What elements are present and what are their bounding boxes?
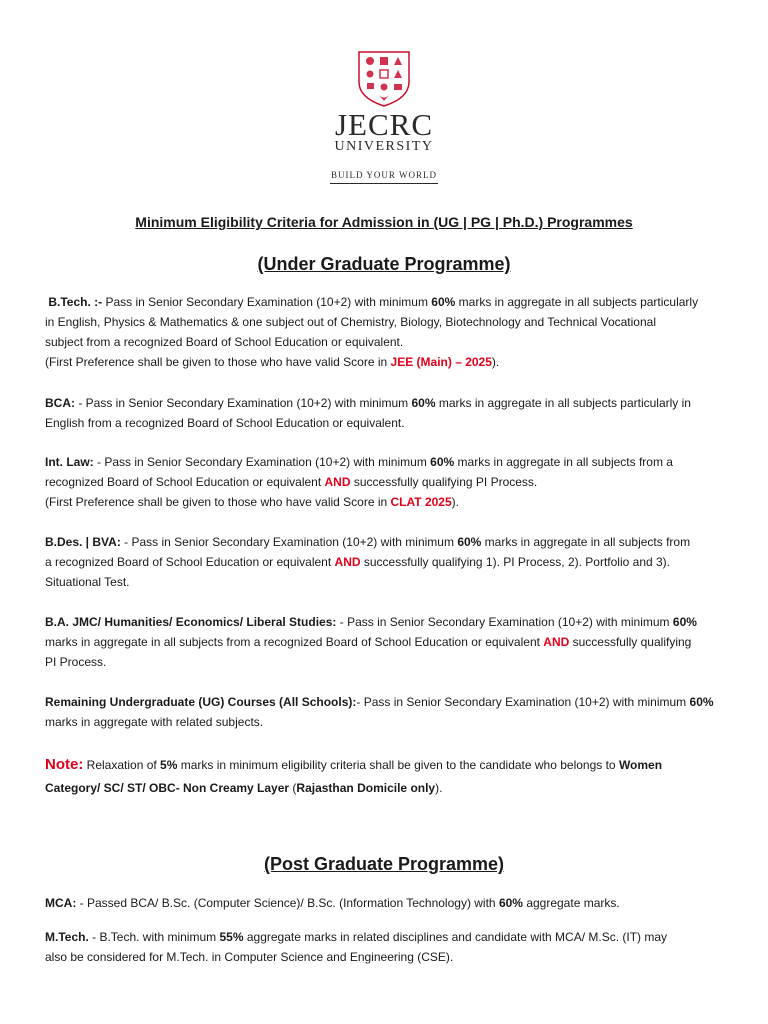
intlaw-line-1: Int. Law: - Pass in Senior Secondary Examination (10+2) with minimum 60% marks in aggregate in all subjects from a [45, 455, 673, 469]
ba-label: B.A. JMC/ Humanities/ Economics/ Liberal Studies: [45, 615, 337, 629]
btech-line-2: in English, Physics & Mathematics & one subject out of Chemistry, Biology, Biotechnology and Technical Vocational [45, 315, 656, 329]
btech-criteria [45, 292, 730, 372]
document-title: Minimum Eligibility Criteria for Admission in (UG | PG | Ph.D.) Programmes [135, 214, 633, 230]
mca-line-1: MCA: - Passed BCA/ B.Sc. (Computer Science)/ B.Sc. (Information Technology) with 60% aggregate marks. [45, 896, 620, 910]
btech-line-3: subject from a recognized Board of School Education or equivalent. [45, 335, 404, 349]
remaining-line-1: Remaining Undergraduate (UG) Courses (All Schools):- Pass in Senior Secondary Examination (10+2) with minimum 60% [45, 695, 714, 709]
mca-label: MCA: [45, 896, 77, 910]
pg-section-heading: (Post Graduate Programme) [263, 854, 505, 874]
intlaw-exam: CLAT 2025 [390, 495, 452, 509]
note-line-2: Category/ SC/ ST/ OBC- Non Creamy Layer (Rajasthan Domicile only). [45, 781, 443, 795]
bdes-line-2: a recognized Board of School Education or equivalent AND successfully qualifying 1). PI Process, 2). Portfolio and 3). [45, 555, 670, 569]
mtech-line-1: M.Tech. - B.Tech. with minimum 55% aggregate marks in related disciplines and candidate with MCA/ M.Sc. (IT) may [45, 930, 668, 944]
bca-criteria [45, 393, 730, 433]
mca-criteria [45, 893, 730, 913]
btech-exam: JEE (Main) – 2025 [390, 355, 492, 369]
ba-line-2: marks in aggregate in all subjects from a recognized Board of School Education or equivalent AND successfully qualifying [45, 635, 692, 649]
bca-line-1: BCA: - Pass in Senior Secondary Examination (10+2) with minimum 60% marks in aggregate in all subjects particularly in [45, 396, 691, 410]
tagline-underline [330, 183, 438, 184]
ug-section-heading: (Under Graduate Programme) [257, 254, 511, 274]
intlaw-label: Int. Law: [45, 455, 94, 469]
remaining-ug-criteria [45, 692, 730, 732]
btech-line-1: B.Tech. :- Pass in Senior Secondary Examination (10+2) with minimum 60% marks in aggregate in all subjects particularly [48, 295, 699, 309]
btech-label: B.Tech. :- [48, 295, 103, 309]
relaxation-note [45, 753, 730, 800]
intlaw-line-3: (First Preference shall be given to those who have valid Score in CLAT 2025). [45, 495, 459, 509]
university-crest-icon [355, 48, 413, 108]
bca-label: BCA: [45, 396, 75, 410]
mtech-line-2: also be considered for M.Tech. in Computer Science and Engineering (CSE). [45, 950, 454, 964]
ba-line-3: PI Process. [45, 655, 107, 669]
mtech-label: M.Tech. [45, 930, 89, 944]
intlaw-line-2: recognized Board of School Education or equivalent AND successfully qualifying PI Process. [45, 475, 538, 489]
remaining-line-2: marks in aggregate with related subjects. [45, 715, 264, 729]
intlaw-criteria [45, 452, 730, 512]
university-logo [0, 48, 768, 184]
note-line-1: Note: Relaxation of 5% marks in minimum eligibility criteria shall be given to the candidate who belongs to Women [45, 756, 663, 773]
logo-tagline: BUILD YOUR WORLD [331, 170, 437, 180]
remaining-label: Remaining Undergraduate (UG) Courses (All Schools): [45, 695, 357, 709]
bca-line-2: English from a recognized Board of School Education or equivalent. [45, 416, 405, 430]
logo-wordmark: JECRC [334, 107, 434, 142]
ba-criteria [45, 612, 730, 672]
btech-line-4: (First Preference shall be given to those who have valid Score in JEE (Main) – 2025). [45, 355, 500, 369]
note-label: Note: [45, 756, 84, 773]
bdes-criteria [45, 532, 730, 592]
bdes-line-3: Situational Test. [45, 575, 130, 589]
mtech-criteria [45, 927, 730, 967]
logo-subname: UNIVERSITY [334, 139, 434, 154]
ba-line-1: B.A. JMC/ Humanities/ Economics/ Liberal Studies: - Pass in Senior Secondary Examination (10+2) with minimum 60% [45, 615, 697, 629]
bdes-line-1: B.Des. | BVA: - Pass in Senior Secondary Examination (10+2) with minimum 60% marks in aggregate in all subjects from [45, 535, 691, 549]
bdes-label: B.Des. | BVA: [45, 535, 121, 549]
